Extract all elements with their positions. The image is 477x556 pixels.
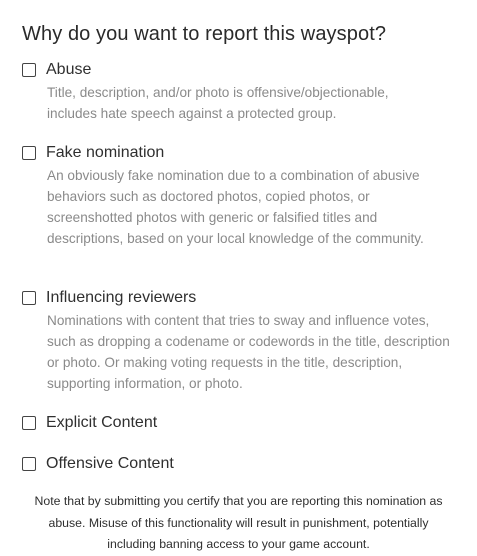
abuse-label: Abuse	[46, 61, 92, 78]
option-fake-nomination-row[interactable]	[22, 142, 452, 164]
option-offensive-content	[22, 453, 452, 475]
option-abuse-row[interactable]	[22, 59, 452, 81]
option-abuse	[22, 59, 452, 124]
option-fake-nomination	[22, 142, 452, 249]
abuse-description: Title, description, and/or photo is offensive/objectionable, includes hate speech against a protected group.	[47, 85, 389, 121]
dialog-title: Why do you want to report this wayspot?	[22, 23, 387, 45]
influencing-reviewers-label: Influencing reviewers	[46, 289, 197, 306]
option-influencing-reviewers-row[interactable]	[22, 287, 452, 309]
influencing-reviewers-description: Nominations with content that tries to sway and influence votes, such as dropping a codename or codewords in the title, description or photo. Or making voting requests in the title, description, supporting information, or photo.	[47, 313, 450, 391]
explicit-content-label: Explicit Content	[46, 414, 158, 431]
fake-nomination-checkbox[interactable]	[22, 146, 36, 160]
abuse-checkbox[interactable]	[22, 63, 36, 77]
influencing-reviewers-checkbox[interactable]	[22, 291, 36, 305]
offensive-content-checkbox[interactable]	[22, 457, 36, 471]
option-explicit-content	[22, 412, 452, 434]
fake-nomination-label: Fake nomination	[46, 144, 165, 161]
fake-nomination-description: An obviously fake nomination due to a combination of abusive behaviors such as doctored photos, copied photos, or screenshotted photos with generic or falsified titles and descriptions, based on your local knowledge of the community.	[47, 168, 424, 246]
explicit-content-checkbox[interactable]	[22, 416, 36, 430]
option-offensive-content-row[interactable]	[22, 453, 452, 475]
option-explicit-content-row[interactable]	[22, 412, 452, 434]
option-influencing-reviewers	[22, 287, 452, 394]
offensive-content-label: Offensive Content	[46, 455, 174, 472]
certification-note: Note that by submitting you certify that you are reporting this nomination as abuse. Misuse of this functionality will result in punishment, potentially including banning access to your game account.	[34, 494, 443, 551]
